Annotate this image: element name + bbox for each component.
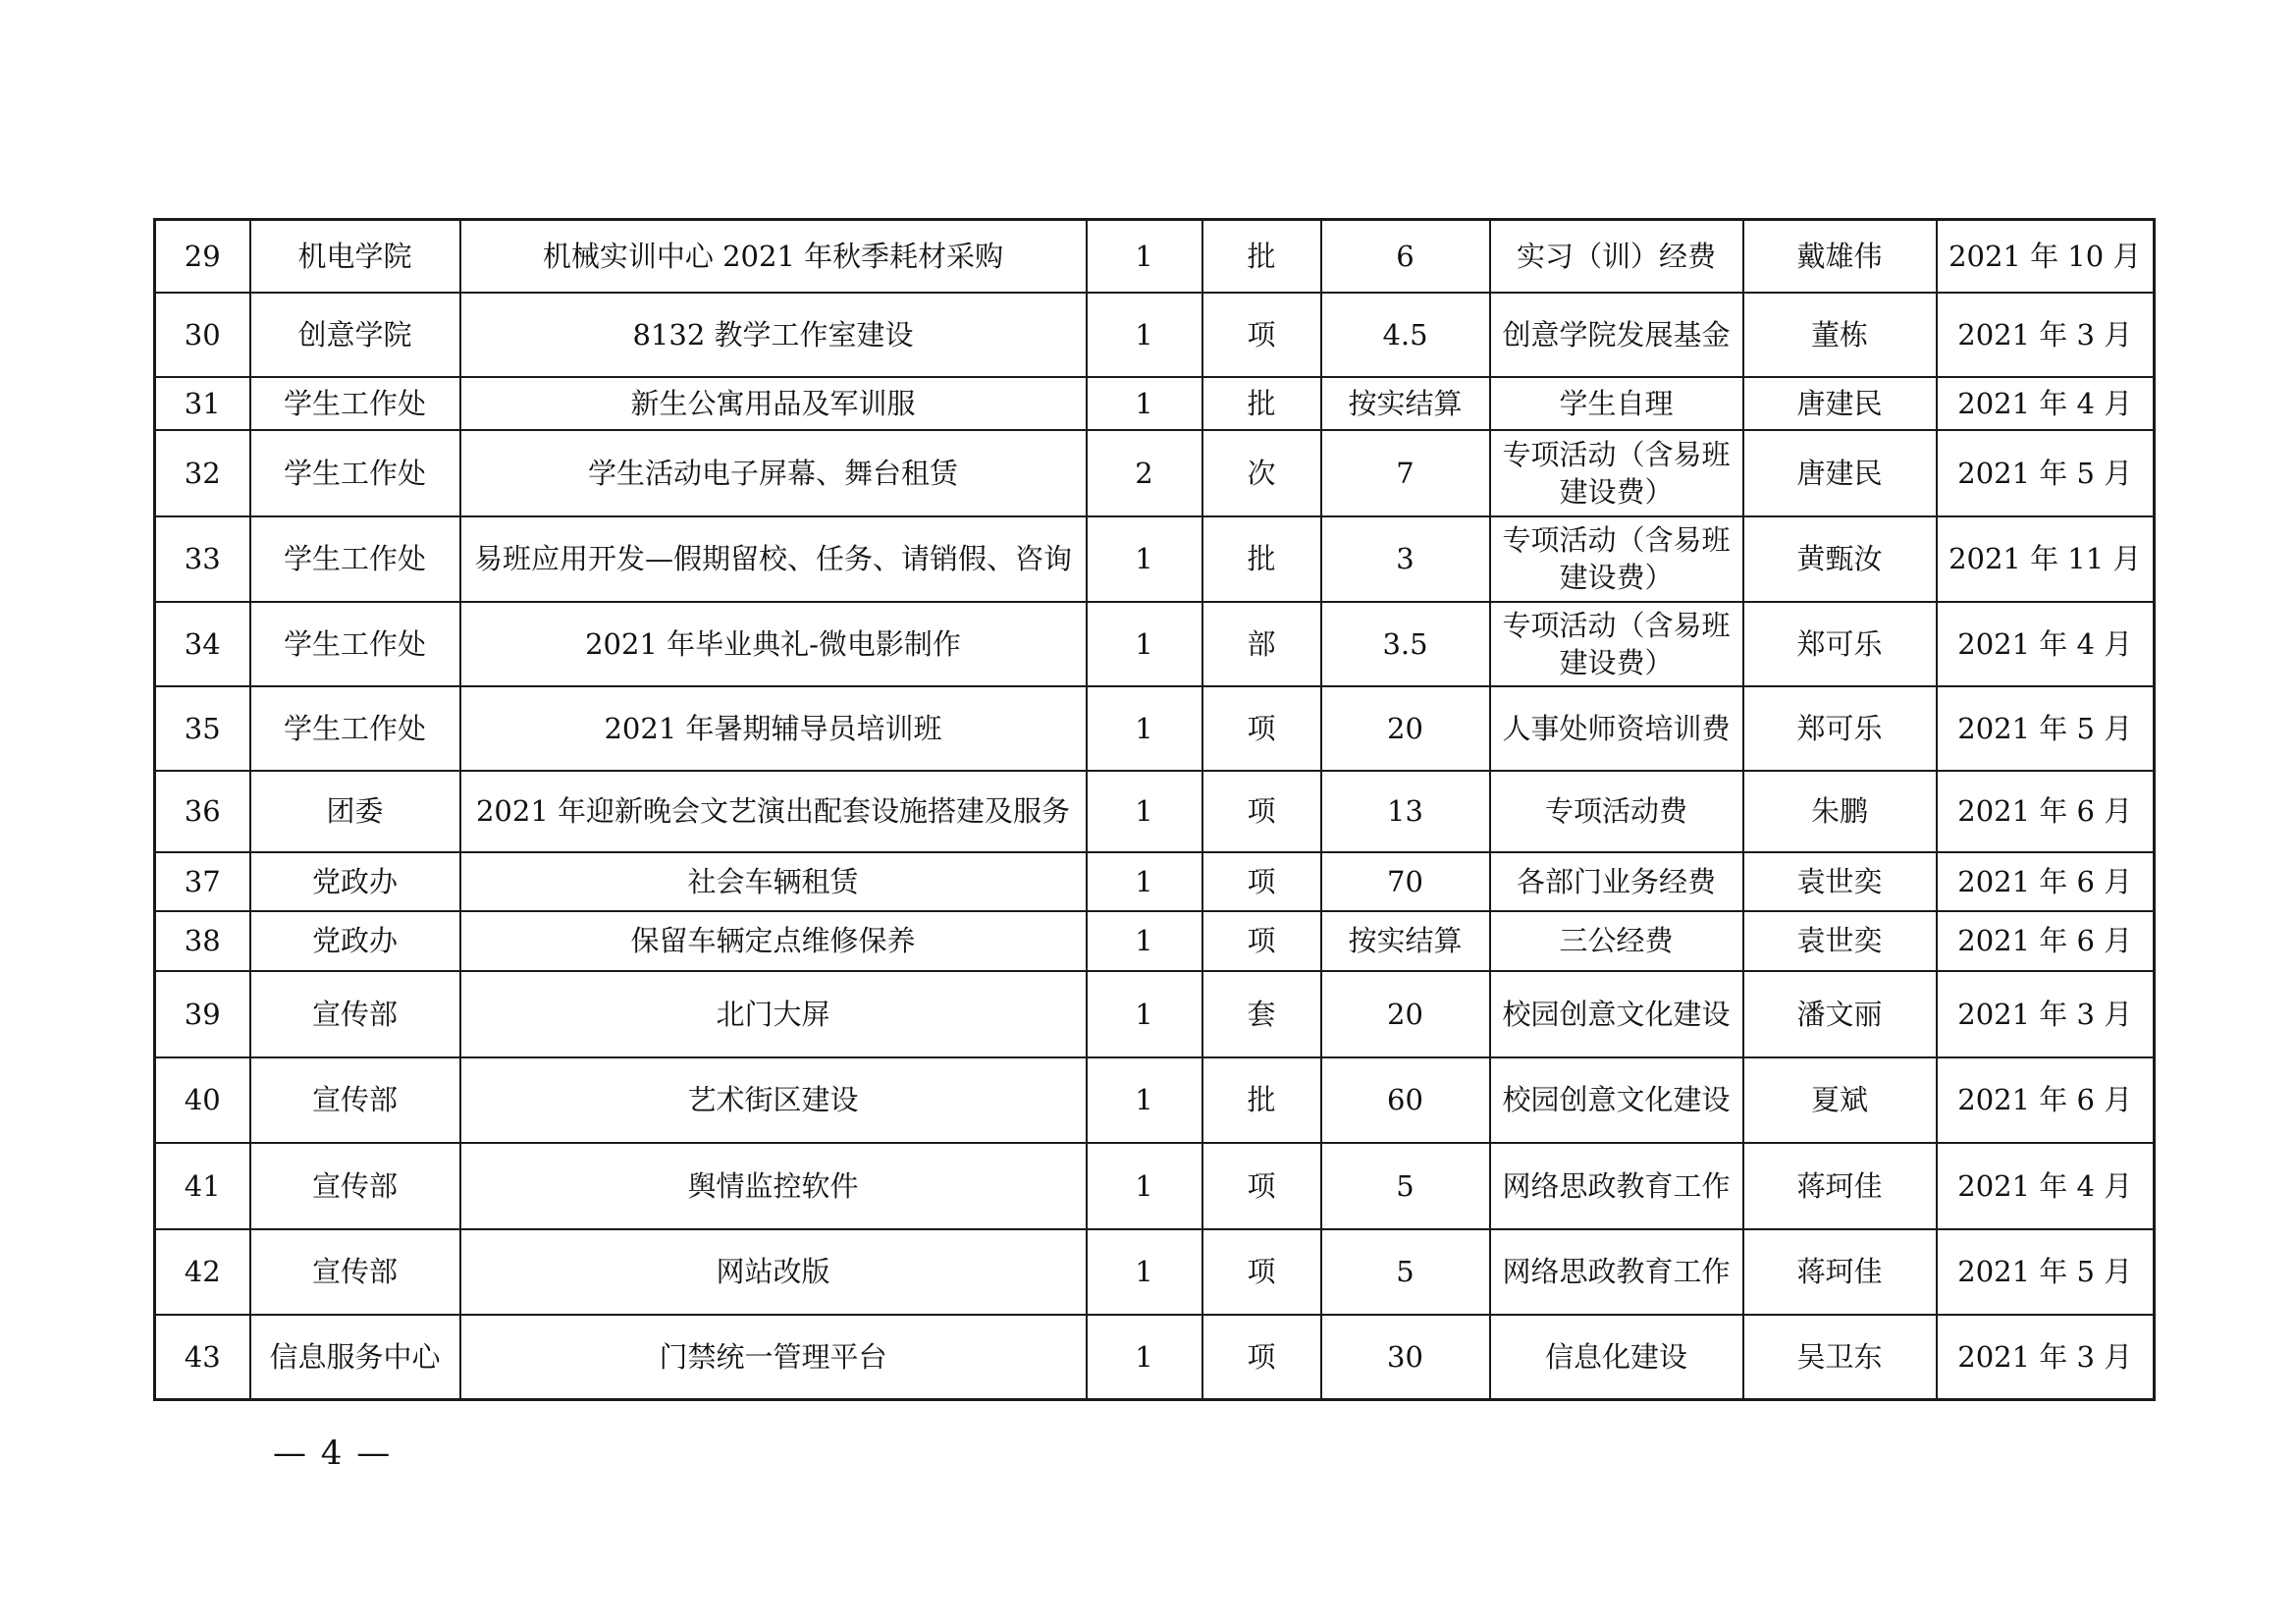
procurement-table (153, 218, 2156, 1401)
item-name-cell: 易班应用开发—假期留校、任务、请销假、咨询 (460, 516, 1087, 602)
fund-source-cell: 三公经费 (1490, 911, 1743, 971)
amount-cell: 60 (1321, 1057, 1490, 1143)
quantity-cell: 1 (1087, 1229, 1202, 1315)
department-cell: 学生工作处 (250, 377, 460, 430)
amount-cell: 5 (1321, 1143, 1490, 1229)
row-number: 42 (155, 1229, 250, 1315)
unit-cell: 项 (1202, 771, 1321, 852)
quantity-cell: 1 (1087, 771, 1202, 852)
item-name-cell: 新生公寓用品及军训服 (460, 377, 1087, 430)
department-cell: 信息服务中心 (250, 1315, 460, 1400)
contact-person-cell: 吴卫东 (1743, 1315, 1937, 1400)
unit-cell: 批 (1202, 377, 1321, 430)
fund-source-cell: 信息化建设 (1490, 1315, 1743, 1400)
unit-cell: 批 (1202, 220, 1321, 293)
item-name-cell: 舆情监控软件 (460, 1143, 1087, 1229)
fund-source-cell: 人事处师资培训费 (1490, 686, 1743, 771)
contact-person-cell: 蒋珂佳 (1743, 1143, 1937, 1229)
unit-cell: 套 (1202, 971, 1321, 1057)
item-name-cell: 学生活动电子屏幕、舞台租赁 (460, 430, 1087, 516)
quantity-cell: 1 (1087, 516, 1202, 602)
time-cell: 2021 年 3 月 (1937, 293, 2155, 377)
row-number: 35 (155, 686, 250, 771)
fund-source-cell: 校园创意文化建设 (1490, 971, 1743, 1057)
contact-person-cell: 董栋 (1743, 293, 1937, 377)
item-name-cell: 2021 年毕业典礼-微电影制作 (460, 602, 1087, 686)
amount-cell: 按实结算 (1321, 911, 1490, 971)
amount-cell: 4.5 (1321, 293, 1490, 377)
amount-cell: 20 (1321, 686, 1490, 771)
amount-cell: 30 (1321, 1315, 1490, 1400)
fund-source-cell: 网络思政教育工作 (1490, 1143, 1743, 1229)
amount-cell: 5 (1321, 1229, 1490, 1315)
unit-cell: 项 (1202, 293, 1321, 377)
time-cell: 2021 年 5 月 (1937, 686, 2155, 771)
fund-source-cell: 创意学院发展基金 (1490, 293, 1743, 377)
quantity-cell: 1 (1087, 1143, 1202, 1229)
row-number: 34 (155, 602, 250, 686)
unit-cell: 项 (1202, 1229, 1321, 1315)
table-row (155, 911, 2155, 971)
contact-person-cell: 郑可乐 (1743, 686, 1937, 771)
contact-person-cell: 夏斌 (1743, 1057, 1937, 1143)
item-name-cell: 保留车辆定点维修保养 (460, 911, 1087, 971)
table-row (155, 220, 2155, 293)
table-row (155, 852, 2155, 911)
quantity-cell: 1 (1087, 852, 1202, 911)
time-cell: 2021 年 5 月 (1937, 430, 2155, 516)
department-cell: 创意学院 (250, 293, 460, 377)
quantity-cell: 1 (1087, 602, 1202, 686)
department-cell: 党政办 (250, 852, 460, 911)
item-name-cell: 艺术街区建设 (460, 1057, 1087, 1143)
row-number: 38 (155, 911, 250, 971)
amount-cell: 20 (1321, 971, 1490, 1057)
row-number: 29 (155, 220, 250, 293)
amount-cell: 70 (1321, 852, 1490, 911)
time-cell: 2021 年 4 月 (1937, 1143, 2155, 1229)
item-name-cell: 8132 教学工作室建设 (460, 293, 1087, 377)
table-row (155, 1143, 2155, 1229)
department-cell: 宣传部 (250, 1229, 460, 1315)
time-cell: 2021 年 5 月 (1937, 1229, 2155, 1315)
quantity-cell: 1 (1087, 293, 1202, 377)
unit-cell: 项 (1202, 1315, 1321, 1400)
unit-cell: 项 (1202, 852, 1321, 911)
contact-person-cell: 黄甄汝 (1743, 516, 1937, 602)
quantity-cell: 1 (1087, 377, 1202, 430)
department-cell: 学生工作处 (250, 430, 460, 516)
amount-cell: 3 (1321, 516, 1490, 602)
amount-cell: 7 (1321, 430, 1490, 516)
department-cell: 机电学院 (250, 220, 460, 293)
fund-source-cell: 校园创意文化建设 (1490, 1057, 1743, 1143)
department-cell: 学生工作处 (250, 686, 460, 771)
item-name-cell: 社会车辆租赁 (460, 852, 1087, 911)
amount-cell: 13 (1321, 771, 1490, 852)
unit-cell: 批 (1202, 516, 1321, 602)
department-cell: 团委 (250, 771, 460, 852)
contact-person-cell: 唐建民 (1743, 377, 1937, 430)
department-cell: 党政办 (250, 911, 460, 971)
row-number: 36 (155, 771, 250, 852)
row-number: 37 (155, 852, 250, 911)
time-cell: 2021 年 3 月 (1937, 1315, 2155, 1400)
contact-person-cell: 袁世奕 (1743, 911, 1937, 971)
fund-source-cell: 专项活动（含易班建设费） (1490, 430, 1743, 516)
fund-source-cell: 各部门业务经费 (1490, 852, 1743, 911)
item-name-cell: 2021 年迎新晚会文艺演出配套设施搭建及服务 (460, 771, 1087, 852)
department-cell: 宣传部 (250, 971, 460, 1057)
fund-source-cell: 专项活动费 (1490, 771, 1743, 852)
table-body (155, 220, 2155, 1400)
time-cell: 2021 年 4 月 (1937, 377, 2155, 430)
page-number: — 4 — (273, 1434, 393, 1473)
table-row (155, 377, 2155, 430)
row-number: 43 (155, 1315, 250, 1400)
amount-cell: 3.5 (1321, 602, 1490, 686)
time-cell: 2021 年 6 月 (1937, 852, 2155, 911)
contact-person-cell: 袁世奕 (1743, 852, 1937, 911)
table-row (155, 1229, 2155, 1315)
time-cell: 2021 年 11 月 (1937, 516, 2155, 602)
contact-person-cell: 潘文丽 (1743, 971, 1937, 1057)
quantity-cell: 1 (1087, 686, 1202, 771)
fund-source-cell: 网络思政教育工作 (1490, 1229, 1743, 1315)
quantity-cell: 1 (1087, 1057, 1202, 1143)
time-cell: 2021 年 4 月 (1937, 602, 2155, 686)
contact-person-cell: 朱鹏 (1743, 771, 1937, 852)
row-number: 33 (155, 516, 250, 602)
quantity-cell: 1 (1087, 971, 1202, 1057)
unit-cell: 项 (1202, 911, 1321, 971)
table-row (155, 771, 2155, 852)
department-cell: 宣传部 (250, 1057, 460, 1143)
quantity-cell: 1 (1087, 220, 1202, 293)
item-name-cell: 门禁统一管理平台 (460, 1315, 1087, 1400)
time-cell: 2021 年 10 月 (1937, 220, 2155, 293)
contact-person-cell: 戴雄伟 (1743, 220, 1937, 293)
unit-cell: 项 (1202, 1143, 1321, 1229)
row-number: 39 (155, 971, 250, 1057)
table-row (155, 971, 2155, 1057)
item-name-cell: 机械实训中心 2021 年秋季耗材采购 (460, 220, 1087, 293)
row-number: 32 (155, 430, 250, 516)
contact-person-cell: 郑可乐 (1743, 602, 1937, 686)
fund-source-cell: 专项活动（含易班建设费） (1490, 516, 1743, 602)
fund-source-cell: 学生自理 (1490, 377, 1743, 430)
quantity-cell: 1 (1087, 911, 1202, 971)
fund-source-cell: 专项活动（含易班建设费） (1490, 602, 1743, 686)
department-cell: 学生工作处 (250, 602, 460, 686)
contact-person-cell: 唐建民 (1743, 430, 1937, 516)
unit-cell: 部 (1202, 602, 1321, 686)
amount-cell: 按实结算 (1321, 377, 1490, 430)
unit-cell: 批 (1202, 1057, 1321, 1143)
time-cell: 2021 年 6 月 (1937, 911, 2155, 971)
row-number: 30 (155, 293, 250, 377)
fund-source-cell: 实习（训）经费 (1490, 220, 1743, 293)
row-number: 40 (155, 1057, 250, 1143)
quantity-cell: 2 (1087, 430, 1202, 516)
table-row (155, 602, 2155, 686)
table-row (155, 686, 2155, 771)
row-number: 41 (155, 1143, 250, 1229)
unit-cell: 项 (1202, 686, 1321, 771)
item-name-cell: 北门大屏 (460, 971, 1087, 1057)
department-cell: 学生工作处 (250, 516, 460, 602)
contact-person-cell: 蒋珂佳 (1743, 1229, 1937, 1315)
department-cell: 宣传部 (250, 1143, 460, 1229)
row-number: 31 (155, 377, 250, 430)
time-cell: 2021 年 3 月 (1937, 971, 2155, 1057)
table-row (155, 1057, 2155, 1143)
item-name-cell: 网站改版 (460, 1229, 1087, 1315)
table-row (155, 1315, 2155, 1400)
time-cell: 2021 年 6 月 (1937, 1057, 2155, 1143)
time-cell: 2021 年 6 月 (1937, 771, 2155, 852)
table-row (155, 293, 2155, 377)
table-row (155, 516, 2155, 602)
table-row (155, 430, 2155, 516)
amount-cell: 6 (1321, 220, 1490, 293)
quantity-cell: 1 (1087, 1315, 1202, 1400)
item-name-cell: 2021 年暑期辅导员培训班 (460, 686, 1087, 771)
unit-cell: 次 (1202, 430, 1321, 516)
